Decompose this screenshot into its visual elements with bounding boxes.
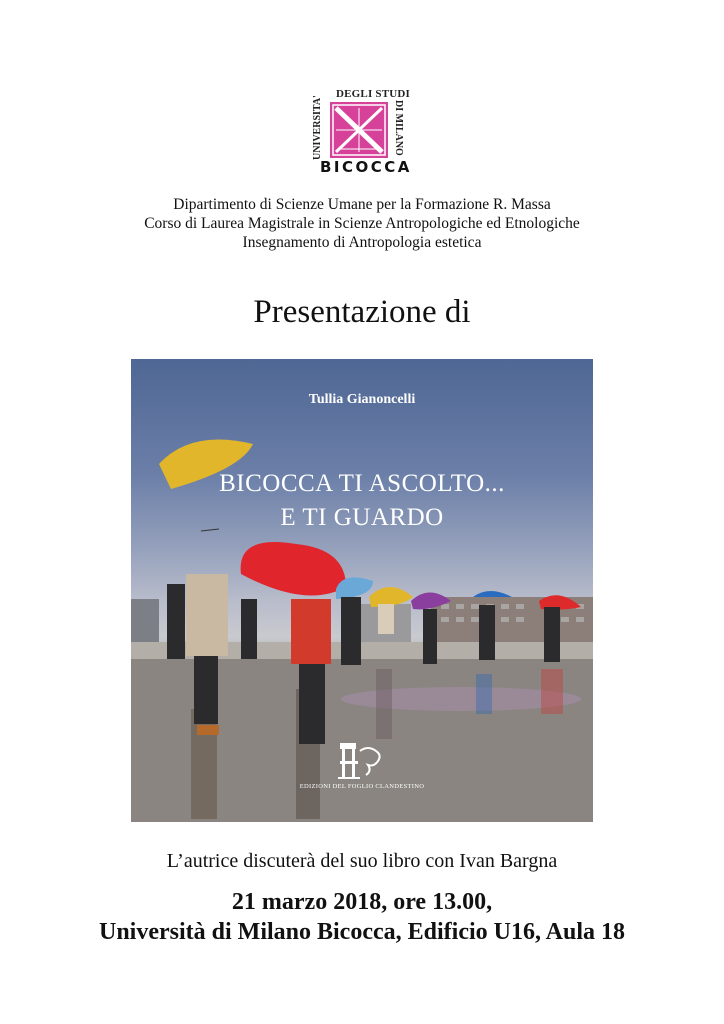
logo-left-text: UNIVERSITA' [312, 95, 323, 160]
logo-top-text: DEGLI STUDI [336, 88, 411, 100]
book-cover: Tullia Gianoncelli BICOCCA TI ASCOLTO... E TI GUARDO EDIZIONI DEL FOGLIO CLANDESTINO [131, 359, 593, 822]
logo-right-text: DI MILANO [393, 100, 404, 156]
publisher-logo-icon [338, 741, 386, 781]
department-line: Dipartimento di Scienze Umane per la Formazione R. Massa [173, 196, 551, 213]
teaching-line: Insegnamento di Antropologia estetica [242, 234, 482, 251]
page-title: Presentazione di [253, 294, 471, 330]
book-author: Tullia Gianoncelli [308, 392, 416, 407]
logo-emblem-icon [330, 102, 388, 158]
university-logo [312, 88, 412, 176]
book-title: BICOCCA TI ASCOLTO... E TI GUARDO [219, 470, 505, 531]
logo-bottom-text: BICOCCA [320, 158, 412, 176]
event-details [0, 887, 724, 947]
event-description: L’autrice discuterà del suo libro con Ivan Bargna [166, 850, 558, 872]
course-line: Corso di Laurea Magistrale in Scienze Antropologiche ed Etnologiche [144, 215, 580, 232]
event-datetime: 21 marzo 2018, ore 13.00, [231, 889, 493, 915]
event-location: Università di Milano Bicocca, Edificio U16, Aula 18 [99, 919, 625, 945]
